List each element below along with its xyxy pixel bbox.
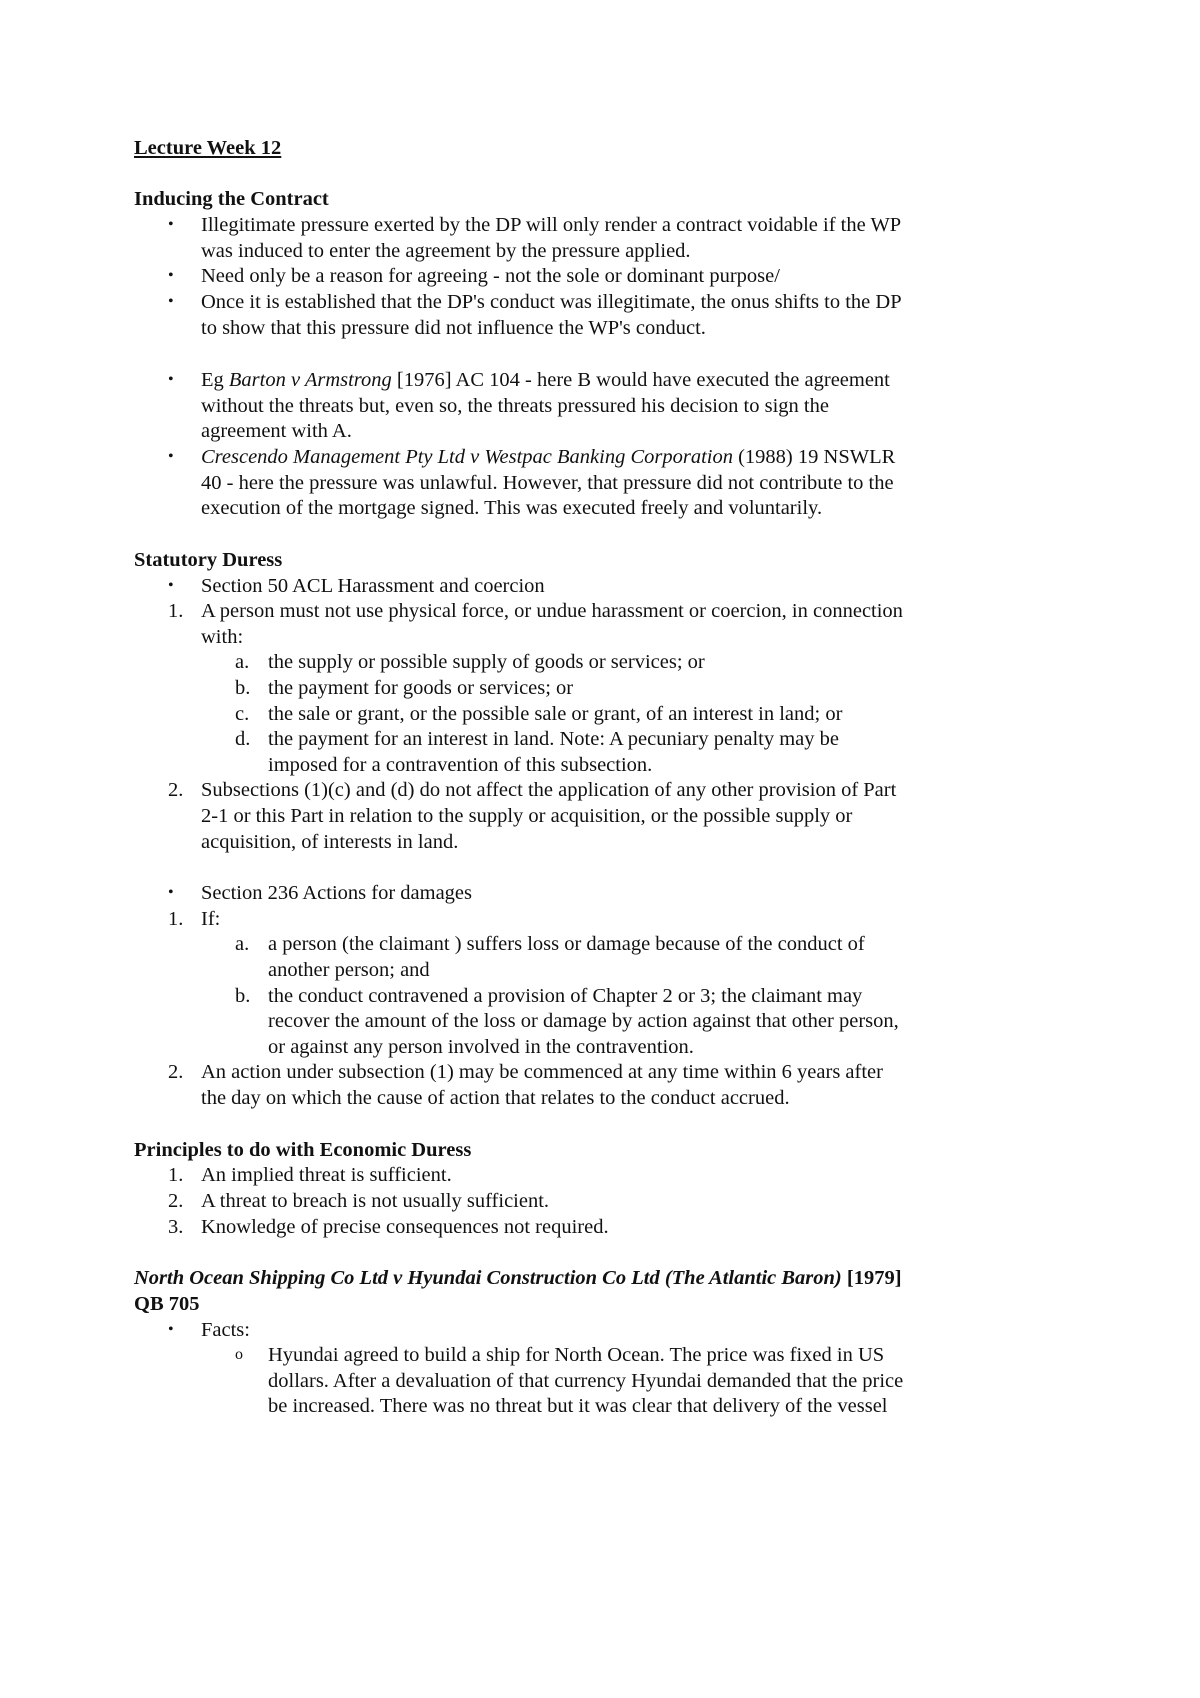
numbered-item-text: A person must not use physical force, or undue harassment or coercion, in connection [201, 600, 903, 622]
numbered-item-text: with: [201, 626, 244, 648]
list-item-continuation [0, 392, 1200, 420]
case-name: Barton v Armstrong [228, 369, 392, 391]
lettered-item-continuation [0, 1007, 1200, 1035]
lettered-item-text: the sale or grant, or the possible sale or grant, of an interest in land; or [268, 703, 843, 725]
number-marker: 2. [168, 1061, 184, 1083]
case-name: Crescendo Management Pty Ltd v Westpac Banking Corporation [201, 446, 733, 468]
lettered-item-text: a person (the claimant ) suffers loss or damage because of the conduct of [268, 933, 865, 955]
list-item-text: Illegitimate pressure exerted by the DP will only render a contract voidable if the WP [201, 214, 902, 236]
lettered-item [0, 674, 1200, 702]
lettered-item-text: the payment for an interest in land. Note: A pecuniary penalty may be [268, 728, 839, 750]
citation-text: [1976] AC 104 - here B would have executed the agreement [391, 369, 890, 391]
number-marker: 2. [168, 779, 184, 801]
list-item [0, 262, 1200, 290]
list-item-text: execution of the mortgage signed. This was executed freely and voluntarily. [201, 497, 823, 519]
letter-marker: b. [235, 677, 251, 699]
numbered-item [0, 1213, 1200, 1241]
lettered-item [0, 648, 1200, 676]
bullet-marker: • [168, 216, 174, 233]
bullet-marker: • [168, 371, 174, 388]
sub-list-item-text: Hyundai agreed to build a ship for North Ocean. The price was fixed in US [268, 1344, 885, 1366]
letter-marker: c. [235, 703, 250, 725]
list-item [0, 443, 1200, 471]
number-marker: 1. [168, 908, 184, 930]
case-heading [0, 1264, 1200, 1292]
list-item [0, 572, 1200, 600]
doc-title-row [0, 134, 1200, 162]
numbered-item-text: An implied threat is sufficient. [201, 1164, 452, 1186]
case-name: North Ocean Shipping Co Ltd v Hyundai Construction Co Ltd (The Atlantic Baron) [134, 1267, 842, 1289]
list-item [0, 1316, 1200, 1344]
numbered-item-text: A threat to breach is not usually sufficient. [201, 1190, 550, 1212]
heading-text: Inducing the Contract [134, 188, 329, 210]
sub-list-item-continuation [0, 1392, 1200, 1420]
list-item-text: Section 236 Actions for damages [201, 882, 473, 904]
list-item-text: Section 50 ACL Harassment and coercion [201, 575, 545, 597]
letter-marker: d. [235, 728, 251, 750]
lettered-item [0, 930, 1200, 958]
sub-list-item-text: dollars. After a devaluation of that currency Hyundai demanded that the price [268, 1370, 904, 1392]
bullet-marker: • [168, 1321, 174, 1338]
lettered-item [0, 982, 1200, 1010]
list-item-continuation [0, 417, 1200, 445]
number-marker: 2. [168, 1190, 184, 1212]
list-item [0, 211, 1200, 239]
case-heading-text [134, 1264, 902, 1292]
letter-marker: a. [235, 651, 250, 673]
section-heading-principles [0, 1136, 1200, 1164]
lettered-item-continuation [0, 956, 1200, 984]
list-item-text: without the threats but, even so, the threats pressured his decision to sign the [201, 395, 829, 417]
citation-text: (1988) 19 NSWLR [732, 446, 896, 468]
list-item-continuation [0, 494, 1200, 522]
numbered-item-continuation [0, 828, 1200, 856]
numbered-item [0, 905, 1200, 933]
numbered-item-text: Knowledge of precise consequences not required. [201, 1216, 609, 1238]
doc-title: Lecture Week 12 [134, 137, 282, 159]
section-heading-statutory [0, 546, 1200, 574]
list-item-text: Need only be a reason for agreeing - not the sole or dominant purpose/ [201, 265, 780, 287]
list-item-continuation [0, 469, 1200, 497]
numbered-item [0, 776, 1200, 804]
list-item-text: 40 - here the pressure was unlawful. However, that pressure did not contribute to the [201, 472, 894, 494]
number-marker: 3. [168, 1216, 184, 1238]
citation-text: QB 705 [134, 1293, 200, 1315]
citation-text: [1979] [841, 1267, 902, 1289]
list-item-continuation [0, 237, 1200, 265]
numbered-item [0, 1161, 1200, 1189]
letter-marker: b. [235, 985, 251, 1007]
lettered-item-text: imposed for a contravention of this subsection. [268, 754, 653, 776]
numbered-item-continuation [0, 802, 1200, 830]
list-item [0, 288, 1200, 316]
sub-list-item-continuation [0, 1367, 1200, 1395]
bullet-marker: • [168, 577, 174, 594]
number-marker: 1. [168, 600, 184, 622]
list-item [0, 366, 1200, 394]
lettered-item [0, 725, 1200, 753]
heading-text: Principles to do with Economic Duress [134, 1139, 472, 1161]
list-item-text: was induced to enter the agreement by the pressure applied. [201, 240, 691, 262]
numbered-item-text: An action under subsection (1) may be commenced at any time within 6 years after [201, 1061, 883, 1083]
list-item-continuation [0, 314, 1200, 342]
bullet-marker: • [168, 884, 174, 901]
numbered-item-text: If: [201, 908, 221, 930]
lettered-item-continuation [0, 751, 1200, 779]
list-item-text: to show that this pressure did not influence the WP's conduct. [201, 317, 706, 339]
list-item-text: Facts: [201, 1319, 250, 1341]
lettered-item-continuation [0, 1033, 1200, 1061]
lettered-item-text: recover the amount of the loss or damage by action against that other person, [268, 1010, 899, 1032]
numbered-item [0, 597, 1200, 625]
letter-marker: a. [235, 933, 250, 955]
bullet-marker: • [168, 448, 174, 465]
lettered-item-text: the supply or possible supply of goods or services; or [268, 651, 705, 673]
bullet-marker: • [168, 293, 174, 310]
numbered-item-continuation [0, 1084, 1200, 1112]
text-prefix: Eg [201, 369, 229, 391]
bullet-marker: • [168, 267, 174, 284]
numbered-item-text: Subsections (1)(c) and (d) do not affect the application of any other provision of Part [201, 779, 897, 801]
numbered-item-text: the day on which the cause of action that relates to the conduct accrued. [201, 1087, 790, 1109]
case-heading-continuation [0, 1290, 1200, 1318]
heading-text: Statutory Duress [134, 549, 283, 571]
lettered-item-text: the payment for goods or services; or [268, 677, 574, 699]
sub-list-item-text: be increased. There was no threat but it was clear that delivery of the vessel [268, 1395, 888, 1417]
lettered-item [0, 700, 1200, 728]
circle-marker: o [235, 1346, 243, 1363]
list-item-text: agreement with A. [201, 420, 352, 442]
list-item-text: Once it is established that the DP's conduct was illegitimate, the onus shifts to the DP [201, 291, 902, 313]
section-heading-inducing [0, 185, 1200, 213]
number-marker: 1. [168, 1164, 184, 1186]
numbered-item-text: acquisition, of interests in land. [201, 831, 459, 853]
lettered-item-text: or against any person involved in the contravention. [268, 1036, 694, 1058]
list-item-text [201, 443, 895, 471]
sub-list-item [0, 1341, 1200, 1369]
numbered-item [0, 1058, 1200, 1086]
list-item-text [201, 366, 890, 394]
numbered-item-text: 2-1 or this Part in relation to the supply or acquisition, or the possible supply or [201, 805, 853, 827]
numbered-item-continuation [0, 623, 1200, 651]
lettered-item-text: another person; and [268, 959, 430, 981]
list-item [0, 879, 1200, 907]
numbered-item [0, 1187, 1200, 1215]
lettered-item-text: the conduct contravened a provision of Chapter 2 or 3; the claimant may [268, 985, 863, 1007]
